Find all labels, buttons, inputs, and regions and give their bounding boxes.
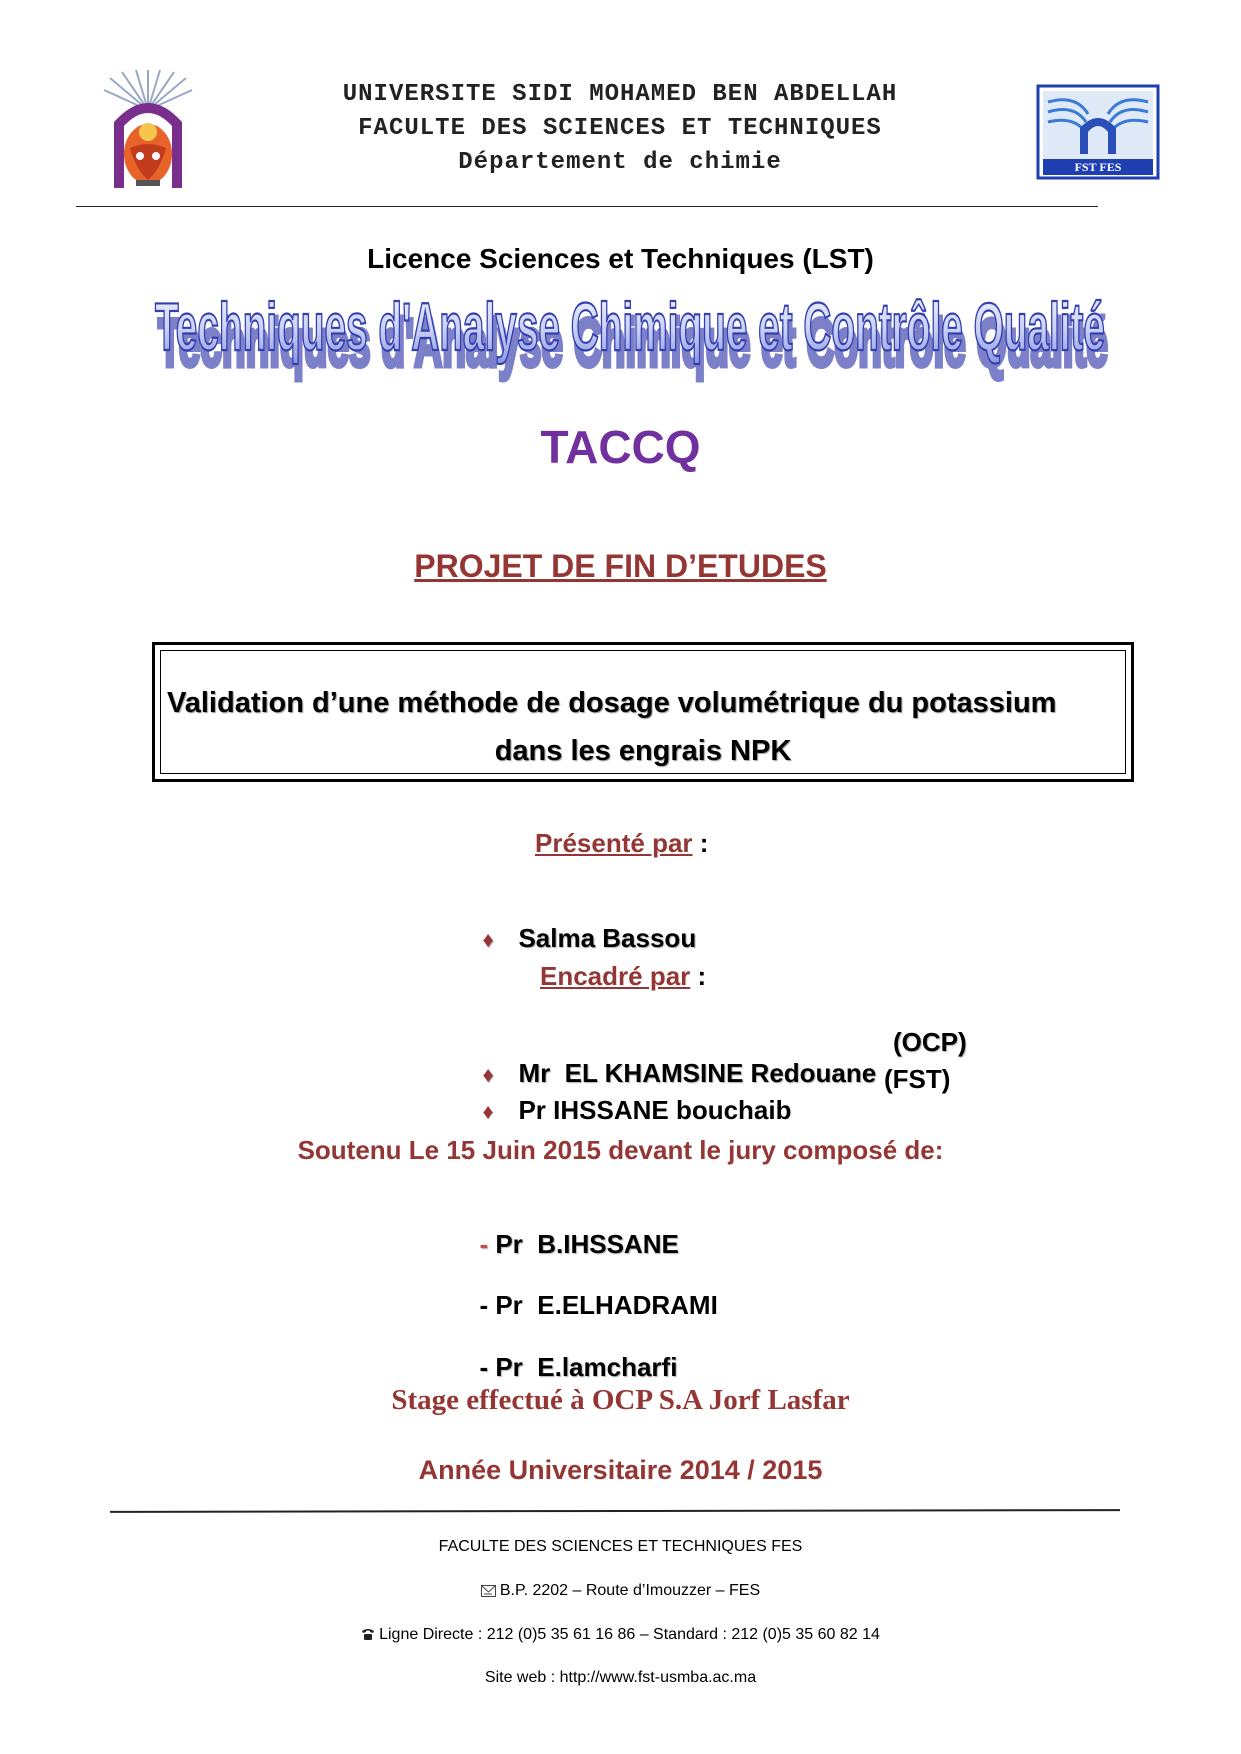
thesis-title-box [152, 642, 1134, 782]
defense-statement: Soutenu Le 15 Juin 2015 devant le jury composé de: [297, 1135, 944, 1165]
jury-member-name: Pr B.IHSSANE [495, 1229, 679, 1259]
thesis-title [165, 679, 1121, 775]
university-emblem-icon [100, 70, 196, 188]
header-divider [76, 206, 1098, 207]
department-name: Département de chimie [458, 149, 782, 176]
university-header [230, 78, 1010, 180]
internship-location: Stage effectué à OCP S.A Jorf Lasfar [391, 1384, 850, 1416]
thesis-title-line-1: Validation d’une méthode de dosage volumétrique du potassium [167, 687, 1057, 719]
supervised-by-colon: : [690, 961, 707, 991]
program-title-shadow: Techniques d'Analyse Chimique et Contrôle Qualité [158, 305, 1108, 381]
jury-member [465, 1198, 679, 1260]
faculty-name: FACULTE DES SCIENCES ET TECHNIQUES [358, 115, 882, 142]
presented-by-heading [535, 828, 708, 859]
supervisor-entry [468, 1064, 792, 1126]
jury-dash: - [479, 1352, 496, 1382]
project-label: PROJET DE FIN D’ETUDES [414, 548, 827, 584]
jury-member [465, 1259, 718, 1321]
fst-fes-caption: FST FES [1074, 160, 1122, 174]
footer-address: B.P. 2202 – Route d’Imouzzer – FES [499, 1582, 761, 1599]
diamond-icon: ♦ [482, 1062, 494, 1087]
mail-icon [481, 1584, 496, 1602]
program-acronym: TACCQ [540, 421, 701, 473]
student-name: Salma Bassou [518, 923, 697, 953]
footer-phone-line [0, 1626, 1241, 1646]
footer-divider [110, 1509, 1120, 1513]
diamond-icon: ♦ [482, 1099, 494, 1124]
footer-address-line [0, 1582, 1241, 1602]
program-title-text: Techniques d'Analyse Chimique et Contrôle Qualité [155, 289, 1105, 365]
academic-year: Année Universitaire 2014 / 2015 [418, 1455, 823, 1485]
supervised-by-heading [540, 961, 706, 992]
program-title [140, 278, 1120, 388]
jury-member [465, 1321, 677, 1383]
thesis-title-line-2: dans les engrais NPK [494, 735, 792, 767]
footer-website[interactable]: Site web : http://www.fst-usmba.ac.ma [484, 1669, 757, 1686]
jury-dash: - [479, 1290, 496, 1320]
supervised-by-label: Encadré par [540, 961, 691, 991]
diamond-icon: ♦ [482, 927, 494, 952]
jury-member-name: Pr E.lamcharfi [495, 1352, 678, 1382]
jury-dash: - [479, 1229, 496, 1259]
supervisor-affiliation: (FST) [884, 1064, 951, 1094]
supervisor-affiliation: (OCP) [893, 1027, 967, 1057]
licence-title: Licence Sciences et Techniques (LST) [367, 243, 874, 274]
footer-faculty: FACULTE DES SCIENCES ET TECHNIQUES FES [438, 1538, 803, 1555]
jury-member-name: Pr E.ELHADRAMI [495, 1290, 718, 1320]
university-name: UNIVERSITE SIDI MOHAMED BEN ABDELLAH [342, 81, 898, 108]
student-entry [468, 892, 696, 954]
presented-by-colon: : [692, 828, 709, 858]
footer-phone: Ligne Directe : 212 (0)5 35 61 16 86 – Standard : 212 (0)5 35 60 82 14 [379, 1626, 880, 1643]
supervisor-name: Mr EL KHAMSINE Redouane [518, 1058, 877, 1088]
presented-by-label: Présenté par [535, 828, 693, 858]
supervisor-name: Pr IHSSANE bouchaib [518, 1095, 792, 1125]
fst-fes-logo-icon [1036, 84, 1160, 180]
phone-icon [361, 1627, 375, 1646]
